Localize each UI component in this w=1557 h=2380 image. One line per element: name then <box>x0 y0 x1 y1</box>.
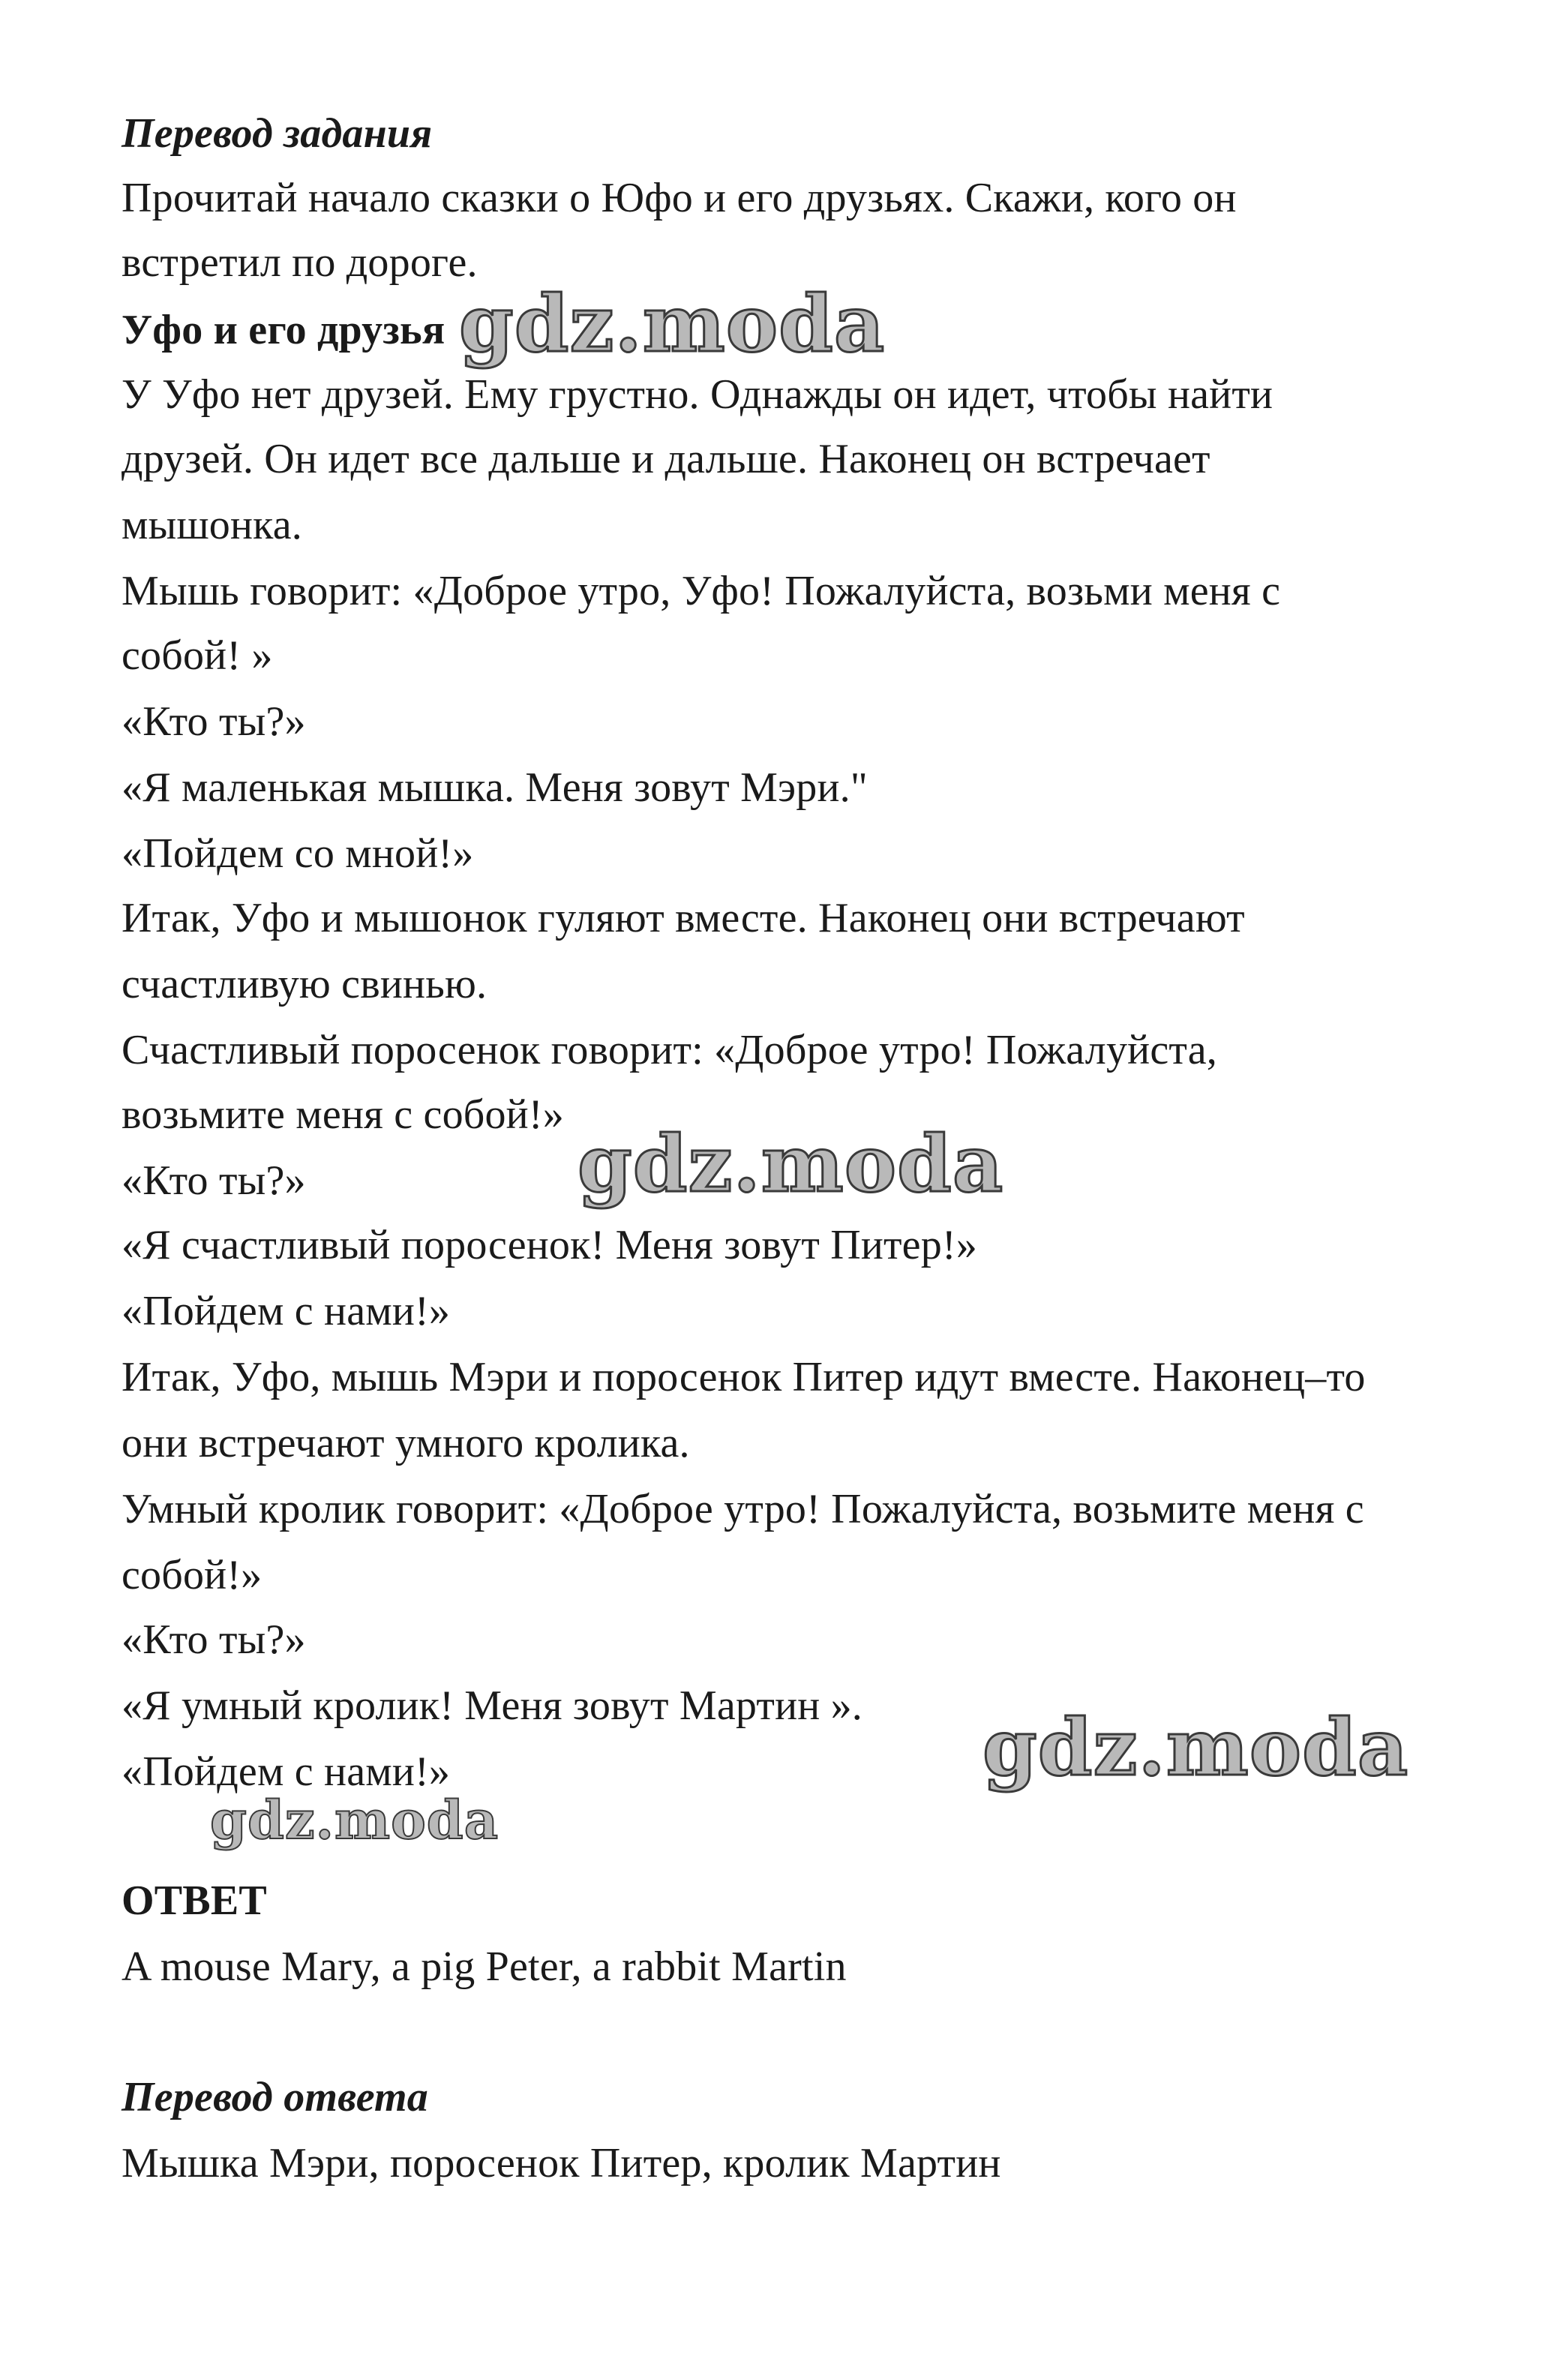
story-line: Итак, Уфо, мышь Мэри и поросенок Питер идут вместе. Наконец–то <box>122 1354 1366 1400</box>
answer-translation-heading: Перевод ответа <box>122 2074 428 2120</box>
story-line: «Пойдем со мной!» <box>122 830 474 877</box>
story-line: счастливую свинью. <box>122 961 488 1007</box>
story-line: «Я маленькая мышка. Меня зовут Мэри." <box>122 764 868 811</box>
story-line: «Кто ты?» <box>122 698 306 745</box>
story-line: «Кто ты?» <box>122 1157 306 1204</box>
story-line: Итак, Уфо и мышонок гуляют вместе. Наконец они встречают <box>122 895 1245 941</box>
task-translation-heading: Перевод задания <box>122 110 433 157</box>
story-title: Уфо и его друзья <box>122 307 446 353</box>
watermark: gdz.moda <box>982 1701 1409 1793</box>
story-line: «Пойдем с нами!» <box>122 1288 451 1334</box>
story-line: собой!» <box>122 1552 262 1598</box>
story-line: «Я умный кролик! Меня зовут Мартин ». <box>122 1682 863 1729</box>
story-line: «Пойдем с нами!» <box>122 1748 451 1795</box>
watermark: gdz.moda <box>578 1118 1004 1210</box>
watermark: gdz.moda <box>459 278 886 370</box>
answer-heading: ОТВЕТ <box>122 1877 267 1924</box>
story-line: «Кто ты?» <box>122 1616 306 1663</box>
story-line: Счастливый поросенок говорит: «Доброе утро! Пожалуйста, <box>122 1027 1217 1073</box>
story-line: Умный кролик говорит: «Доброе утро! Пожалуйста, возьмите меня с <box>122 1486 1364 1532</box>
story-line: друзей. Он идет все дальше и дальше. Наконец он встречает <box>122 436 1210 482</box>
task-line: встретил по дороге. <box>122 239 478 286</box>
answer-translation-text: Мышка Мэри, поросенок Питер, кролик Мартин <box>122 2140 1001 2186</box>
story-line: возьмите меня с собой!» <box>122 1091 564 1138</box>
watermark: gdz.moda <box>210 1789 500 1851</box>
story-line: «Я счастливый поросенок! Меня зовут Питер!» <box>122 1222 977 1268</box>
story-line: У Уфо нет друзей. Ему грустно. Однажды он идет, чтобы найти <box>122 371 1274 418</box>
task-line: Прочитай начало сказки о Юфо и его друзьях. Скажи, кого он <box>122 175 1237 221</box>
story-line: они встречают умного кролика. <box>122 1420 690 1466</box>
answer-text: A mouse Mary, a pig Peter, a rabbit Martin <box>122 1943 847 1990</box>
story-line: собой! » <box>122 632 273 679</box>
story-line: Мышь говорит: «Доброе утро, Уфо! Пожалуйста, возьми меня с <box>122 568 1281 614</box>
story-line: мышонка. <box>122 502 302 548</box>
